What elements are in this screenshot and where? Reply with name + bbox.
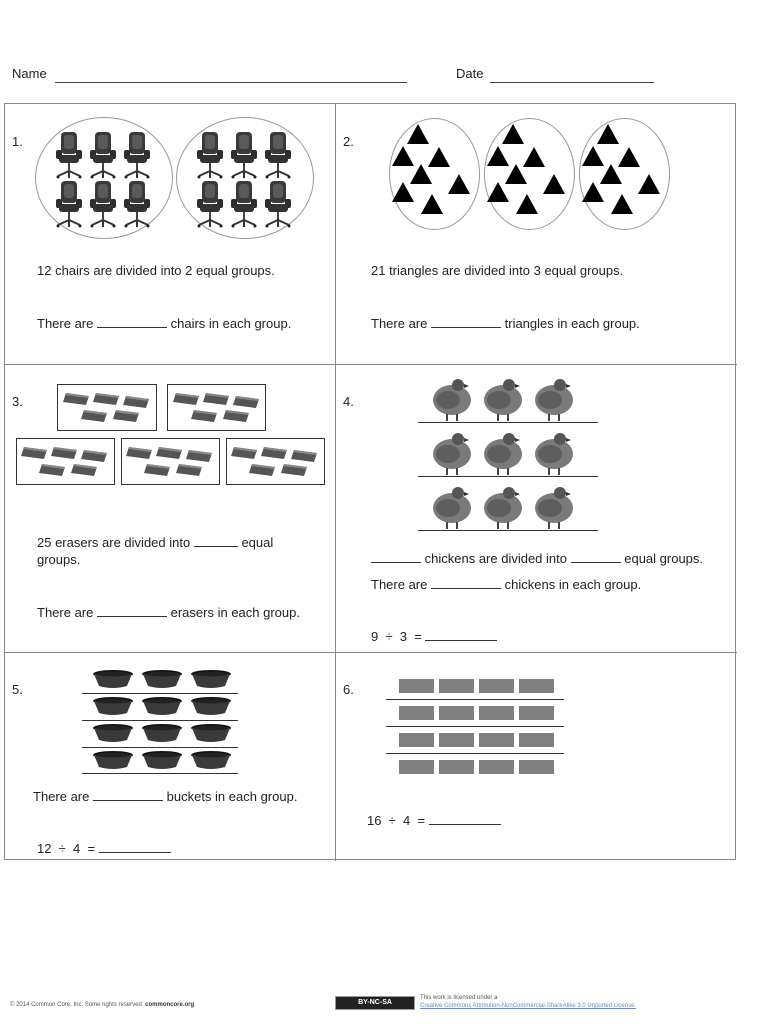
group-divider [418, 422, 598, 423]
bucket-icon [191, 751, 231, 769]
chicken-icon [433, 433, 471, 475]
equation-text: 16 ÷ 4 = [367, 813, 426, 828]
answer-blank[interactable] [99, 840, 171, 853]
brick-icon [399, 679, 434, 693]
sentence-start: There are [371, 577, 428, 592]
eraser-icon [63, 393, 89, 405]
sentence-end: erasers in each group. [170, 605, 300, 620]
eraser-icon [173, 393, 199, 405]
triangle-icon [428, 147, 450, 167]
brick-icon [479, 679, 514, 693]
date-field[interactable] [490, 82, 654, 83]
chicken-group-picture [336, 365, 737, 535]
bucket-icon [142, 724, 182, 742]
triangle-icon [523, 147, 545, 167]
problem-number: 4. [343, 394, 354, 409]
chair-icon [265, 132, 291, 179]
bucket-icon [93, 724, 133, 742]
triangle-icon [516, 194, 538, 214]
date-label: Date [456, 66, 484, 81]
group-divider [418, 476, 598, 477]
answer-sentence [371, 315, 640, 331]
group-divider [386, 699, 564, 700]
problem-number: 2. [343, 134, 354, 149]
answer-sentence [37, 604, 300, 620]
bucket-icon [191, 697, 231, 715]
eraser-icon [191, 410, 217, 422]
problem-4 [336, 365, 737, 653]
chicken-icon [433, 379, 471, 421]
chair-icon [265, 181, 291, 228]
brick-icon [439, 706, 474, 720]
answer-blank[interactable] [97, 604, 167, 617]
triangle-icon [392, 146, 414, 166]
problem-3 [5, 365, 336, 653]
problem-statement [371, 550, 703, 566]
brick-icon [399, 760, 434, 774]
triangle-icon [487, 146, 509, 166]
brick-icon [519, 733, 554, 747]
eraser-group-picture [5, 365, 336, 495]
problem-5 [5, 653, 336, 861]
copyright-notice [10, 1002, 194, 1008]
group-divider [82, 720, 238, 721]
sentence-middle: chickens are divided into [424, 551, 567, 566]
eraser-icon [71, 464, 97, 476]
triangle-icon [611, 194, 633, 214]
problem-number: 5. [12, 682, 23, 697]
bucket-icon [191, 724, 231, 742]
answer-blank[interactable] [431, 576, 501, 589]
group-divider [82, 773, 238, 774]
chair-icon [56, 181, 82, 228]
triangle-group-picture [336, 104, 737, 244]
problem-grid [4, 103, 736, 860]
eraser-icon [156, 447, 182, 459]
triangle-icon [618, 147, 640, 167]
brick-icon [399, 706, 434, 720]
brick-icon [519, 679, 554, 693]
answer-blank[interactable] [97, 315, 167, 328]
problem-statement: 21 triangles are divided into 3 equal groups. [371, 263, 624, 278]
problem-2 [336, 104, 737, 365]
chair-icon [124, 181, 150, 228]
brick-icon [439, 679, 474, 693]
triangle-icon [448, 174, 470, 194]
eraser-icon [281, 464, 307, 476]
eraser-icon [93, 393, 119, 405]
chair-group-picture [5, 104, 336, 244]
sentence-start: There are [37, 316, 94, 331]
group-divider [82, 693, 238, 694]
eraser-icon [39, 464, 65, 476]
triangle-icon [582, 146, 604, 166]
eraser-icon [223, 410, 249, 422]
chair-icon [90, 181, 116, 228]
triangle-icon [582, 182, 604, 202]
chicken-icon [535, 379, 573, 421]
brick-icon [479, 706, 514, 720]
chair-icon [56, 132, 82, 179]
sentence-end: triangles in each group. [504, 316, 640, 331]
group-divider [82, 747, 238, 748]
chicken-icon [484, 379, 522, 421]
eraser-icon [261, 447, 287, 459]
chair-icon [231, 132, 257, 179]
answer-blank[interactable] [371, 550, 421, 563]
triangle-icon [392, 182, 414, 202]
sentence-end: chairs in each group. [170, 316, 292, 331]
brick-icon [479, 760, 514, 774]
eraser-icon [144, 464, 170, 476]
bucket-group-picture [5, 653, 336, 778]
problem-number: 1. [12, 134, 23, 149]
group-divider [386, 726, 564, 727]
brick-icon [439, 733, 474, 747]
problem-statement: 12 chairs are divided into 2 equal groups. [37, 263, 275, 278]
problem-6 [336, 653, 737, 861]
division-equation [37, 840, 171, 856]
brick-icon [519, 706, 554, 720]
answer-blank[interactable] [194, 534, 238, 547]
copyright-text: © 2014 Common Core, Inc. Some rights reserved. [10, 1002, 144, 1008]
chicken-icon [535, 433, 573, 475]
triangle-icon [421, 194, 443, 214]
triangle-icon [502, 124, 524, 144]
chair-icon [90, 132, 116, 179]
problem-1 [5, 104, 336, 365]
bucket-icon [93, 751, 133, 769]
eraser-icon [123, 396, 149, 408]
group-divider [418, 530, 598, 531]
division-equation [371, 628, 497, 644]
license-notice [420, 994, 740, 1010]
chair-icon [197, 181, 223, 228]
bucket-icon [142, 697, 182, 715]
bucket-icon [93, 670, 133, 688]
eraser-icon [21, 447, 47, 459]
eraser-icon [291, 450, 317, 462]
cc-license-badge[interactable]: BY-NC-SA [335, 996, 415, 1010]
license-text: This work is licensed under a [420, 995, 498, 1001]
chicken-icon [484, 433, 522, 475]
eraser-icon [81, 450, 107, 462]
eraser-icon [203, 393, 229, 405]
sentence-end: buckets in each group. [166, 789, 298, 804]
sentence-start: There are [37, 605, 94, 620]
license-link[interactable]: Creative Commons Attribution-NonCommercial-ShareAlike 3.0 Unported License. [420, 1003, 637, 1009]
answer-sentence [371, 576, 641, 592]
chicken-icon [535, 487, 573, 529]
answer-blank[interactable] [93, 788, 163, 801]
bucket-icon [93, 697, 133, 715]
answer-sentence [33, 788, 297, 804]
eraser-icon [231, 447, 257, 459]
brick-icon [479, 733, 514, 747]
answer-blank[interactable] [431, 315, 501, 328]
answer-blank[interactable] [425, 628, 497, 641]
worksheet-header [12, 66, 752, 90]
site-link[interactable]: commoncore.org [145, 1002, 195, 1008]
problem-number: 6. [343, 682, 354, 697]
group-divider [386, 753, 564, 754]
sentence-end: equal [241, 535, 274, 550]
division-equation [367, 812, 501, 828]
chair-icon [231, 181, 257, 228]
brick-icon [399, 733, 434, 747]
eraser-icon [51, 447, 77, 459]
answer-sentence [37, 315, 291, 331]
triangle-icon [597, 124, 619, 144]
chair-icon [124, 132, 150, 179]
triangle-icon [638, 174, 660, 194]
eraser-icon [249, 464, 275, 476]
eraser-icon [233, 396, 259, 408]
name-label: Name [12, 66, 47, 81]
equation-text: 9 ÷ 3 = [371, 629, 422, 644]
eraser-icon [126, 447, 152, 459]
chicken-icon [433, 487, 471, 529]
bucket-icon [142, 751, 182, 769]
problem-statement-cont: groups. [37, 552, 81, 567]
sentence-start: There are [33, 789, 90, 804]
sentence-end: chickens in each group. [504, 577, 642, 592]
eraser-icon [176, 464, 202, 476]
bucket-icon [191, 670, 231, 688]
sentence-start: There are [371, 316, 428, 331]
triangle-icon [543, 174, 565, 194]
eraser-icon [81, 410, 107, 422]
sentence-start: 25 erasers are divided into [37, 535, 191, 550]
answer-blank[interactable] [429, 812, 501, 825]
problem-number: 3. [12, 394, 23, 409]
eraser-icon [113, 410, 139, 422]
triangle-icon [487, 182, 509, 202]
bucket-icon [142, 670, 182, 688]
chair-icon [197, 132, 223, 179]
name-field[interactable] [55, 82, 407, 83]
brick-icon [439, 760, 474, 774]
equation-text: 12 ÷ 4 = [37, 841, 96, 856]
answer-blank[interactable] [571, 550, 621, 563]
triangle-icon [407, 124, 429, 144]
brick-icon [519, 760, 554, 774]
chicken-icon [484, 487, 522, 529]
sentence-end: equal groups. [624, 551, 704, 566]
eraser-icon [186, 450, 212, 462]
problem-statement [37, 534, 273, 550]
